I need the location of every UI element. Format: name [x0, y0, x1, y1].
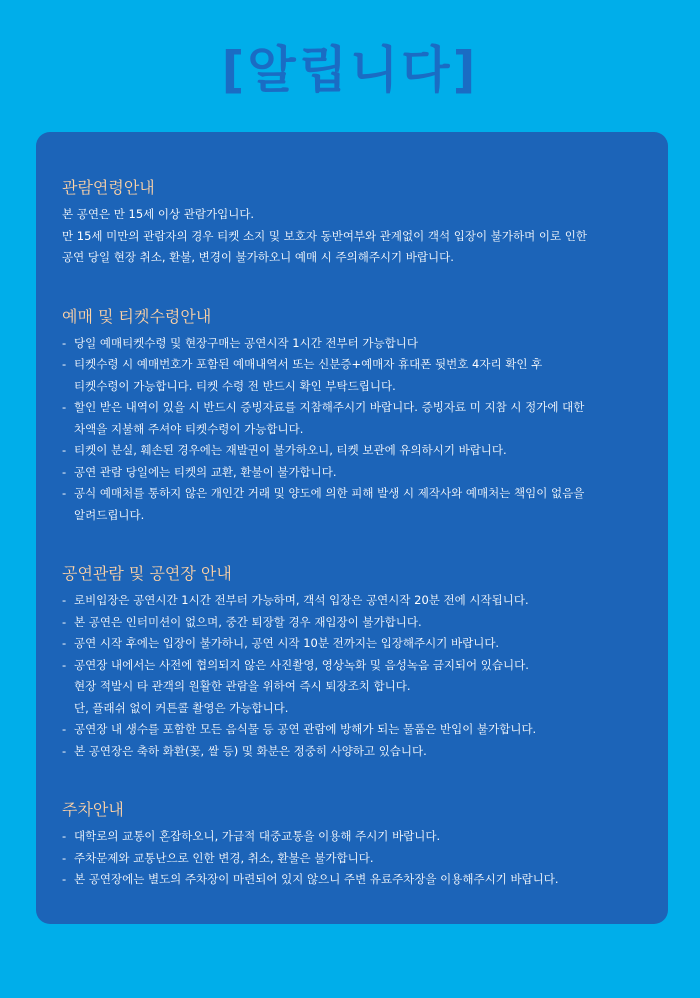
section-age-guide	[62, 176, 644, 269]
list-item	[62, 848, 644, 870]
list-item-text: 티켓수령 시 예매번호가 포함된 예매내역서 또는 신분증+예매자 휴대폰 뒷번호 4자리 확인 후	[74, 357, 543, 371]
list-item	[62, 655, 644, 677]
list-item-text: 공연 시작 후에는 입장이 불가하니, 공연 시작 10분 전까지는 입장해주시기 바랍니다.	[74, 636, 500, 650]
list-item	[62, 612, 644, 634]
section-heading: 공연관람 및 공연장 안내	[62, 564, 232, 583]
list-item-text: 공연장 내에서는 사전에 협의되지 않은 사진촬영, 영상녹화 및 음성녹음 금지되어 있습니다.	[74, 657, 529, 672]
list-item	[62, 462, 644, 484]
list-item-continuation: 단, 플래쉬 없이 커튼콜 촬영은 가능합니다.	[74, 700, 289, 715]
list-item-text: 당일 예매티켓수령 및 현장구매는 공연시작 1시간 전부터 가능합니다	[74, 335, 418, 350]
bullet: -	[62, 657, 67, 672]
list-item-text: 본 공연은 인터미션이 없으며, 중간 퇴장할 경우 재입장이 불가합니다.	[74, 614, 422, 629]
bullet: -	[62, 400, 67, 414]
list-item	[62, 440, 644, 462]
section-heading: 예매 및 티켓수령안내	[62, 306, 212, 326]
list-item-continuation: 티켓수령이 가능합니다. 티켓 수령 전 반드시 확인 부탁드립니다.	[74, 378, 396, 393]
list-item-text: 공연 관람 당일에는 티켓의 교환, 환불이 불가합니다.	[74, 464, 337, 479]
section-heading: 주차안내	[62, 800, 124, 819]
list-item-text: 본 공연장에는 별도의 주차장이 마련되어 있지 않으니 주변 유료주차장을 이용해주시기 바랍니다.	[74, 872, 559, 886]
section-venue-guide	[62, 562, 644, 762]
list-item	[62, 719, 644, 741]
list-item	[62, 397, 644, 419]
list-item	[62, 354, 644, 376]
bullet: -	[62, 743, 67, 758]
paragraph: 본 공연은 만 15세 이상 관람가입니다.	[62, 207, 255, 221]
bullet: -	[62, 593, 67, 607]
bullet: -	[62, 636, 67, 650]
list-item	[62, 741, 644, 763]
notice-panel	[36, 132, 668, 924]
bullet: -	[62, 357, 67, 371]
bullet: -	[62, 335, 67, 350]
notice-list	[62, 826, 644, 891]
notice-list	[62, 333, 644, 527]
list-item-text: 본 공연장은 축하 화환(꽃, 쌀 등) 및 화분은 정중히 사양하고 있습니다.	[74, 743, 427, 758]
bullet: -	[62, 850, 67, 865]
list-item-text: 로비입장은 공연시간 1시간 전부터 가능하며, 객석 입장은 공연시작 20분 전에 시작됩니다.	[74, 593, 529, 607]
paragraph: 공연 당일 현장 취소, 환불, 변경이 불가하오니 예매 시 주의해주시기 바랍니다.	[62, 250, 454, 264]
list-item-text: 공연장 내 생수를 포함한 모든 음식물 등 공연 관람에 방해가 되는 물품은 반입이 불가합니다.	[74, 722, 537, 736]
section-ticket-guide	[62, 305, 644, 527]
list-item-continuation: 차액을 지불해 주셔야 티켓수령이 가능합니다.	[74, 421, 304, 436]
page-title: [알립니다]	[221, 41, 479, 99]
list-item	[62, 633, 644, 655]
bullet: -	[62, 464, 67, 479]
bullet: -	[62, 443, 67, 457]
list-item-text: 티켓이 분실, 훼손된 경우에는 재발권이 불가하오니, 티켓 보관에 유의하시기 바랍니다.	[74, 443, 507, 457]
list-item-continuation: 현장 적발시 타 관객의 원활한 관람을 위하여 즉시 퇴장조치 합니다.	[74, 679, 411, 693]
section-parking-guide	[62, 798, 644, 891]
paragraph: 만 15세 미만의 관람자의 경우 티켓 소지 및 보호자 동반여부와 관계없이 객석 입장이 불가하며 이로 인한	[62, 228, 587, 243]
list-item	[62, 333, 644, 355]
section-heading: 관람연령안내	[62, 178, 155, 197]
notice-list	[62, 590, 644, 762]
list-item	[62, 869, 644, 891]
list-item-text: 할인 받은 내역이 있을 시 반드시 증빙자료를 지참해주시기 바랍니다. 증빙자료 미 지참 시 정가에 대한	[74, 400, 585, 414]
bullet: -	[62, 722, 67, 736]
bullet: -	[62, 486, 67, 500]
bullet: -	[62, 829, 67, 843]
list-item-continuation: 알려드립니다.	[74, 507, 145, 522]
bullet: -	[62, 614, 67, 629]
list-item	[62, 826, 644, 848]
list-item	[62, 590, 644, 612]
bullet: -	[62, 872, 67, 886]
list-item	[62, 483, 644, 505]
list-item-text: 주차문제와 교통난으로 인한 변경, 취소, 환불은 불가합니다.	[74, 850, 374, 865]
list-item-text: 공식 예매처를 통하지 않은 개인간 거래 및 양도에 의한 피해 발생 시 제작사와 예매처는 책임이 없음을	[74, 486, 585, 500]
list-item-text: 대학로의 교통이 혼잡하오니, 가급적 대중교통을 이용해 주시기 바랍니다.	[74, 829, 441, 843]
